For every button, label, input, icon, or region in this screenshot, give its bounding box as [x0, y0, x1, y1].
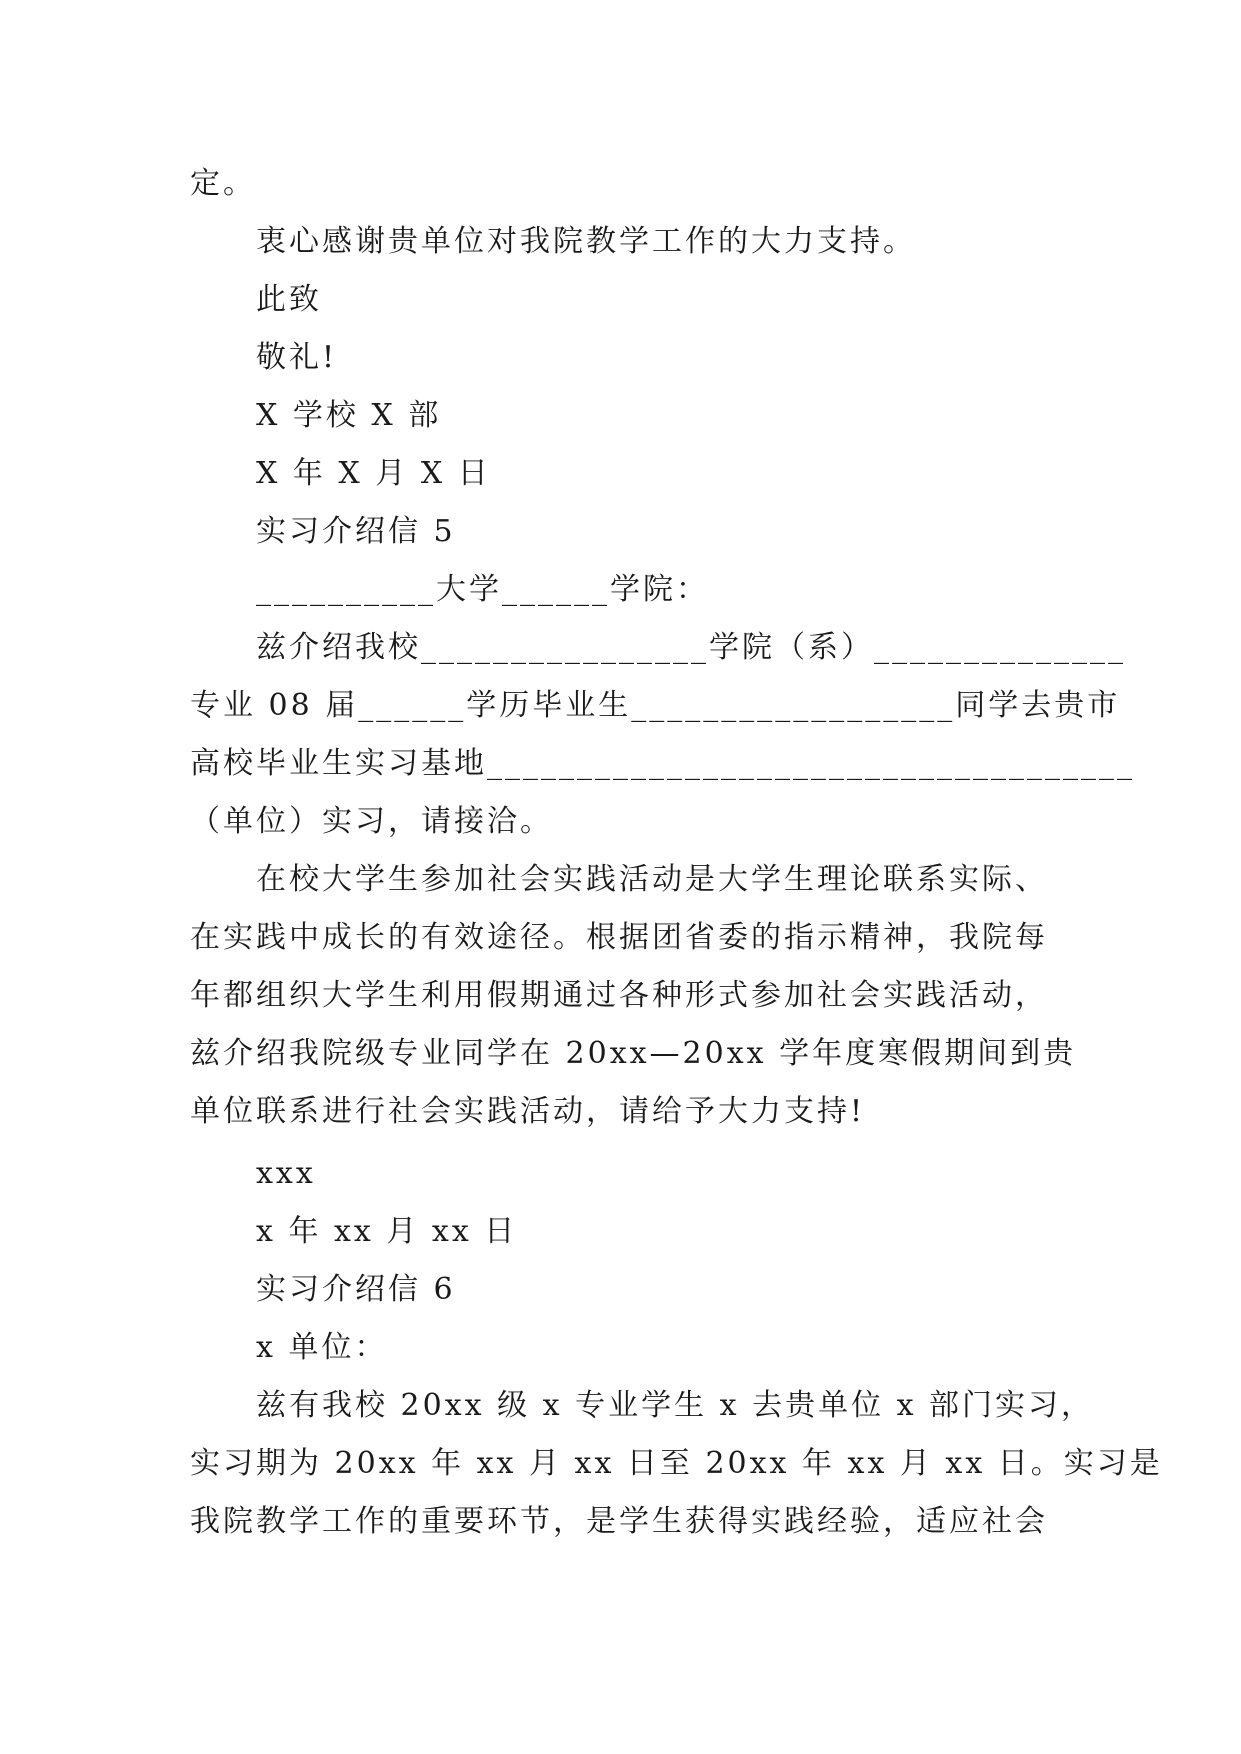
text-line: x 年 xx 月 xx 日: [256, 1214, 518, 1249]
text-line: （单位）实习，请接洽。: [190, 804, 553, 839]
text-line: 兹介绍我校________________学院（系）______________: [256, 630, 1126, 665]
text-line: 此致: [256, 282, 322, 317]
text-line: 在校大学生参加社会实践活动是大学生理论联系实际、: [256, 862, 1048, 897]
text-line: __________大学______学院：: [256, 572, 709, 607]
text-line: 在实践中成长的有效途径。根据团省委的指示精神，我院每: [190, 920, 1048, 955]
section-heading: 实习介绍信 6: [256, 1272, 456, 1307]
section-heading: 实习介绍信 5: [256, 514, 456, 549]
text-line: 敬礼!: [256, 340, 338, 375]
text-line: 实习期为 20xx 年 xx 月 xx 日至 20xx 年 xx 月 xx 日。实习是: [190, 1446, 1163, 1481]
text-line: 我院教学工作的重要环节，是学生获得实践经验，适应社会: [190, 1504, 1048, 1539]
text-line: 专业 08 届______学历毕业生__________________同学去贵市: [190, 688, 1121, 723]
text-line: 兹介绍我院级专业同学在 20xx—20xx 学年度寒假期间到贵: [190, 1036, 1077, 1071]
text-line: xxx: [256, 1156, 316, 1191]
text-line: 兹有我校 20xx 级 x 专业学生 x 去贵单位 x 部门实习，: [256, 1388, 1095, 1423]
text-line: X 学校 X 部: [256, 398, 442, 433]
text-line: x 单位：: [256, 1330, 388, 1365]
text-line: 高校毕业生实习基地____________________________________: [190, 746, 1135, 781]
text-line: 年都组织大学生利用假期通过各种形式参加社会实践活动，: [190, 978, 1048, 1013]
text-line: 定。: [190, 166, 256, 201]
text-line: 衷心感谢贵单位对我院教学工作的大力支持。: [256, 224, 916, 259]
text-line: X 年 X 月 X 日: [256, 456, 491, 491]
text-line: 单位联系进行社会实践活动，请给予大力支持!: [190, 1094, 866, 1129]
